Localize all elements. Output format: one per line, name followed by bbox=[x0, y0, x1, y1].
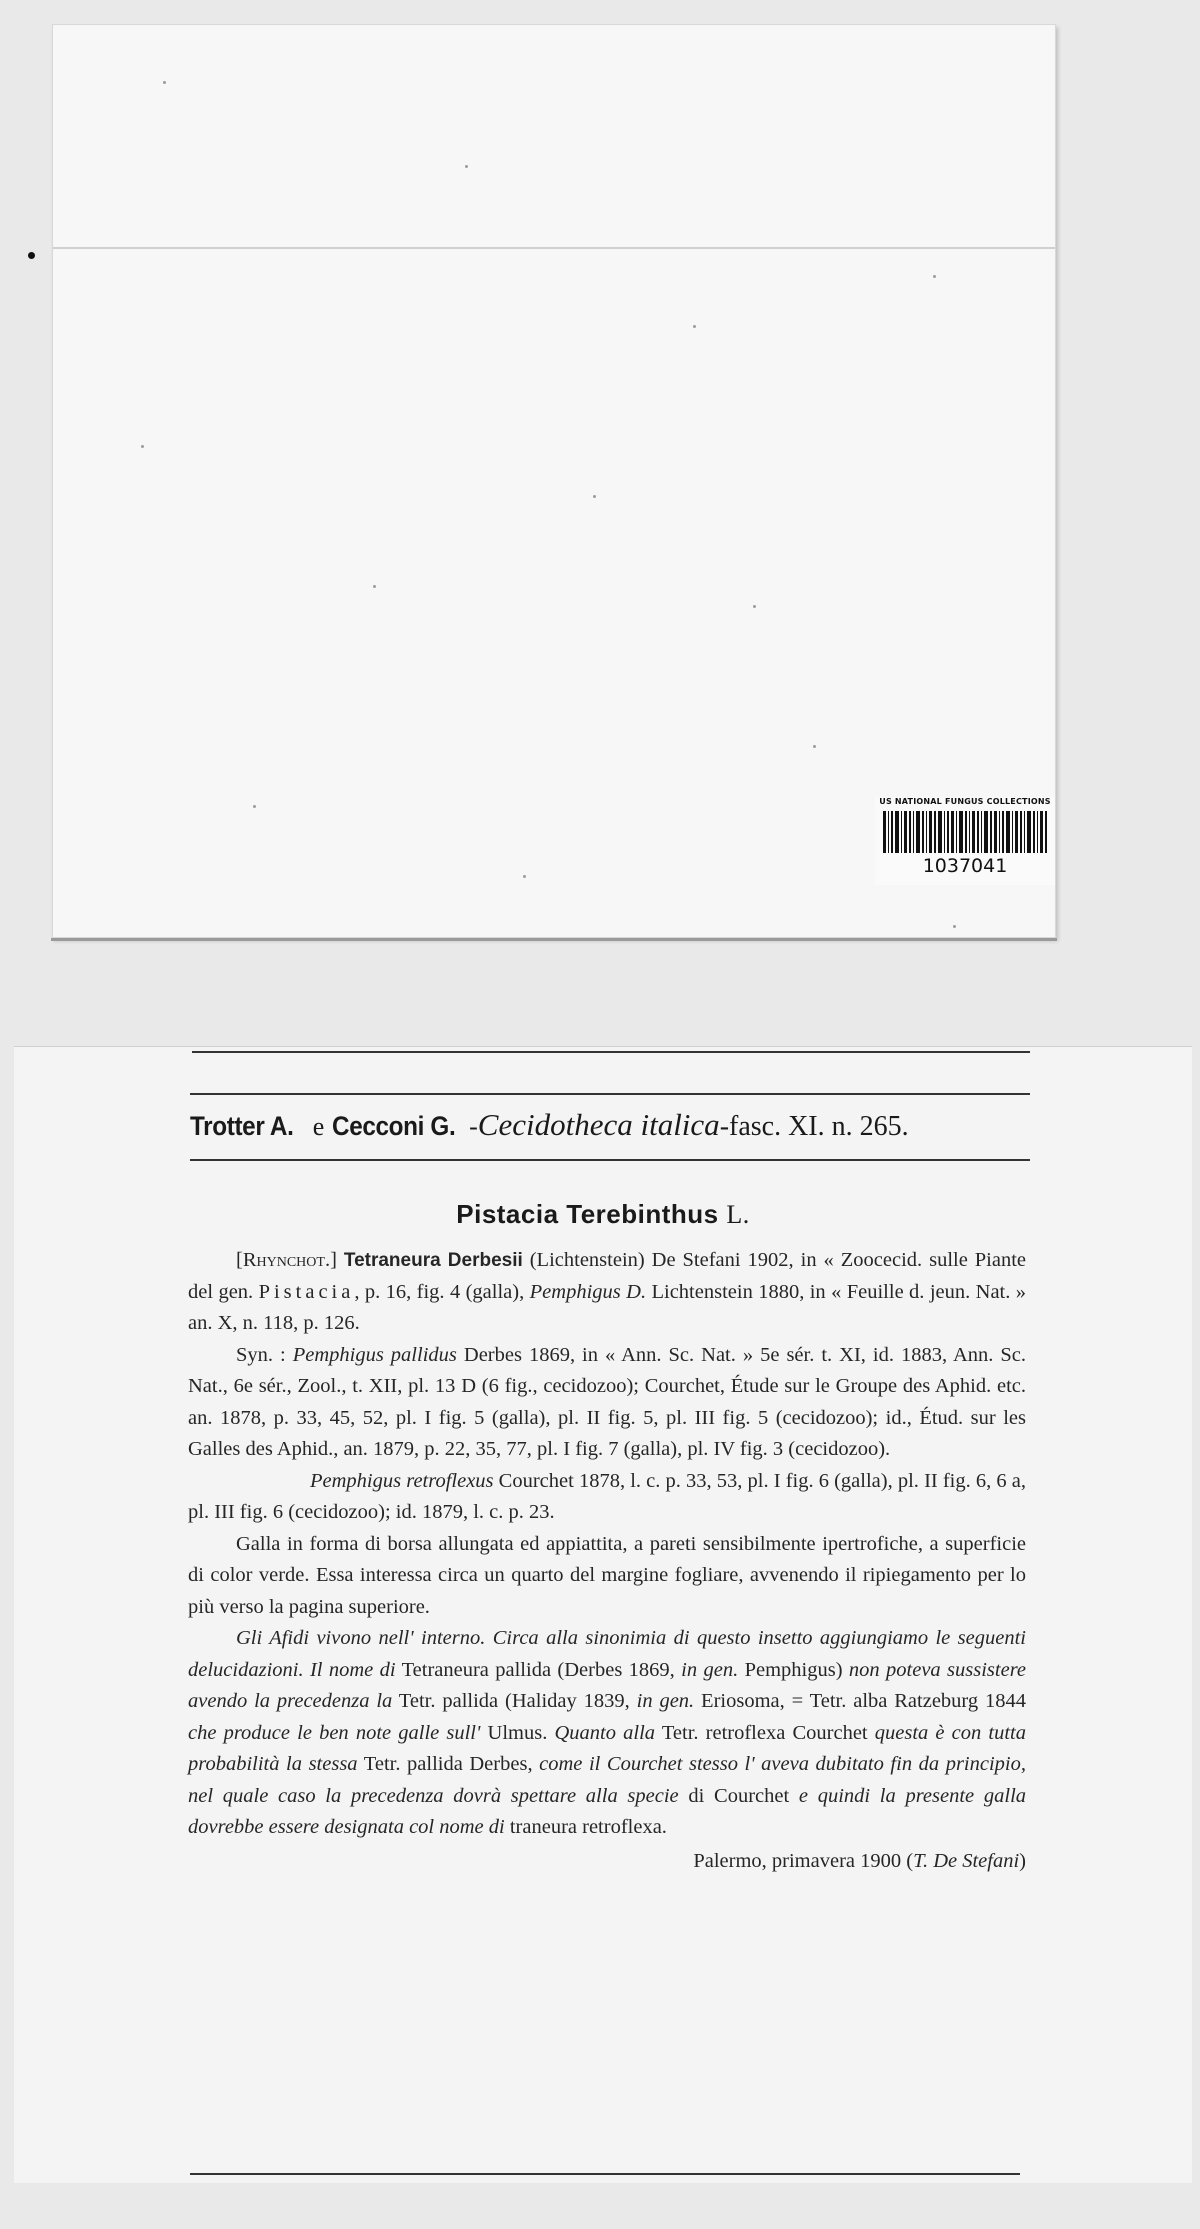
packet-flap-fold bbox=[53, 247, 1055, 249]
paper-speck bbox=[693, 325, 696, 328]
note-name: Eriosoma, = Tetr. alba Ratzeburg 1844 bbox=[701, 1690, 1026, 1712]
label-header bbox=[190, 1107, 1030, 1143]
signature-close: ) bbox=[1019, 1849, 1026, 1872]
paragraph-species bbox=[188, 1245, 1026, 1340]
header-fascicle: -fasc. XI. n. 265. bbox=[719, 1111, 909, 1142]
header-conjunction: e bbox=[312, 1112, 325, 1141]
synonymy-lead: Syn. : bbox=[236, 1343, 286, 1366]
note-name: Ulmus. bbox=[487, 1721, 548, 1744]
note-name: Tetr. pallida (Haliday 1839, bbox=[398, 1690, 630, 1712]
header-rule-bottom bbox=[190, 1159, 1030, 1161]
collection-name: US NATIONAL FUNGUS COLLECTIONS bbox=[879, 797, 1051, 806]
paper-speck bbox=[933, 275, 936, 278]
synonym-citation: Lichtenstein 1880, in « Feuille d. jeun. Nat. » an. X, n. 118, p. 126. bbox=[188, 1280, 1027, 1334]
printed-label bbox=[14, 1046, 1192, 2183]
label-body-text bbox=[188, 1245, 1026, 1877]
host-plant-author: L. bbox=[726, 1200, 750, 1229]
header-author-2: Cecconi G. bbox=[332, 1111, 456, 1141]
note-text: in gen. bbox=[636, 1690, 695, 1712]
note-text: questa è con tutta probabilità la stessa bbox=[188, 1721, 1026, 1775]
note-name: Tetr. retroflexa Courchet bbox=[661, 1721, 868, 1744]
species-name: Tetraneura Derbesii bbox=[343, 1250, 523, 1271]
mounting-hole bbox=[28, 252, 35, 259]
top-rule bbox=[192, 1051, 1030, 1053]
header-author-1: Trotter A. bbox=[190, 1111, 294, 1141]
note-name: di Courchet bbox=[688, 1784, 790, 1807]
host-plant-title bbox=[14, 1199, 1192, 1230]
specimen-packet bbox=[52, 24, 1056, 938]
packet-bottom-edge bbox=[51, 938, 1057, 941]
header-dash: - bbox=[469, 1112, 478, 1141]
note-text: Gli Afidi vivono nell' interno. Circa alla sinonimia di questo insetto aggiungiamo le seguenti delucidazioni. Il nome di bbox=[188, 1627, 1026, 1681]
synonym-genus: Pemphigus D. bbox=[529, 1280, 647, 1303]
synonymy-citations-2: Courchet 1878, l. c. p. 33, 53, pl. I fig. 6 (galla), pl. II fig. 6, 6 a, pl. III fig. 6 (cecidozoo); id. 1879, l. c. p. 23. bbox=[188, 1469, 1026, 1523]
note-name: traneura retroflexa. bbox=[509, 1816, 667, 1838]
bottom-rule bbox=[190, 2173, 1020, 2175]
genus-spaced: Pistacia bbox=[258, 1280, 355, 1303]
paragraph-gall-description: Galla in forma di borsa allungata ed appiattita, a pareti sensibilmente ipertrofiche, a superficie di color verde. Essa interessa circa un quarto del margine fogliare, avvenendo il ripiegamento per lo più verso la pagina superiore. bbox=[188, 1532, 1026, 1618]
note-text: Quanto alla bbox=[554, 1721, 656, 1744]
barcode-icon bbox=[883, 811, 1047, 853]
signature-author: T. De Stefani bbox=[913, 1849, 1020, 1872]
barcode-number: 1037041 bbox=[922, 855, 1008, 877]
note-text: e quindi la presente galla dovrebbe essere designata col nome di bbox=[188, 1784, 1027, 1838]
synonymy-citations: Derbes 1869, in « Ann. Sc. Nat. » 5e sér. t. XI, id. 1883, Ann. Sc. Nat., 6e sér., Zool., t. XII, pl. 13 D (6 fig., cecidozoo); Courchet, Étude sur le Groupe des Aphid. etc. an. 1878, p. 33, 45, 52, pl. I fig. 5 (galla), pl. II fig. 5, pl. III fig. 5 (cecidozoo); id., Étud. sur les Galles des Aphid., an. 1879, p. 22, 35, 77, pl. I fig. 7 (galla), pl. IV fig. 3 (cecidozoo). bbox=[188, 1343, 1027, 1460]
paper-speck bbox=[465, 165, 468, 168]
note-name: Pemphigus) bbox=[744, 1658, 843, 1681]
barcode-label bbox=[875, 797, 1055, 885]
header-rule-top bbox=[190, 1093, 1030, 1095]
synonym-name: Pemphigus pallidus bbox=[292, 1343, 457, 1366]
species-citation: (Lichtenstein) De Stefani 1902, in « Zoocecid. sulle Piante del gen. bbox=[188, 1249, 1027, 1303]
synonym-name-2: Pemphigus retroflexus bbox=[310, 1469, 494, 1492]
note-name: Tetraneura pallida (Derbes 1869, bbox=[401, 1658, 675, 1681]
note-text: che produce le ben note galle sull' bbox=[188, 1721, 481, 1744]
signature-place-date: Palermo, primavera 1900 ( bbox=[693, 1849, 914, 1872]
paper-speck bbox=[523, 875, 526, 878]
paper-speck bbox=[813, 745, 816, 748]
paper-speck bbox=[253, 805, 256, 808]
note-name: Tetr. pallida Derbes, bbox=[363, 1753, 533, 1775]
paper-speck bbox=[953, 925, 956, 928]
paper-speck bbox=[141, 445, 144, 448]
paper-speck bbox=[163, 81, 166, 84]
paper-speck bbox=[753, 605, 756, 608]
note-text: come il Courchet stesso l' aveva dubitato fin da principio, nel quale caso la precedenza dovrà spettare alla specie bbox=[188, 1753, 1026, 1807]
paragraph-synonymy-1 bbox=[188, 1340, 1026, 1466]
paper-speck bbox=[373, 585, 376, 588]
paragraph-notes bbox=[188, 1623, 1026, 1844]
note-text: non poteva sussistere avendo la precedenza la bbox=[188, 1658, 1027, 1712]
signature-line bbox=[188, 1846, 1026, 1878]
order-name: [Rhynchot.] bbox=[236, 1249, 337, 1271]
species-citation-fig: , p. 16, fig. 4 (galla), bbox=[354, 1280, 525, 1303]
note-text: in gen. bbox=[681, 1658, 739, 1681]
host-plant-name: Pistacia Terebinthus bbox=[456, 1199, 719, 1229]
paper-speck bbox=[593, 495, 596, 498]
header-work-title: Cecidotheca italica bbox=[477, 1107, 720, 1142]
paragraph-synonymy-2 bbox=[188, 1466, 1026, 1529]
